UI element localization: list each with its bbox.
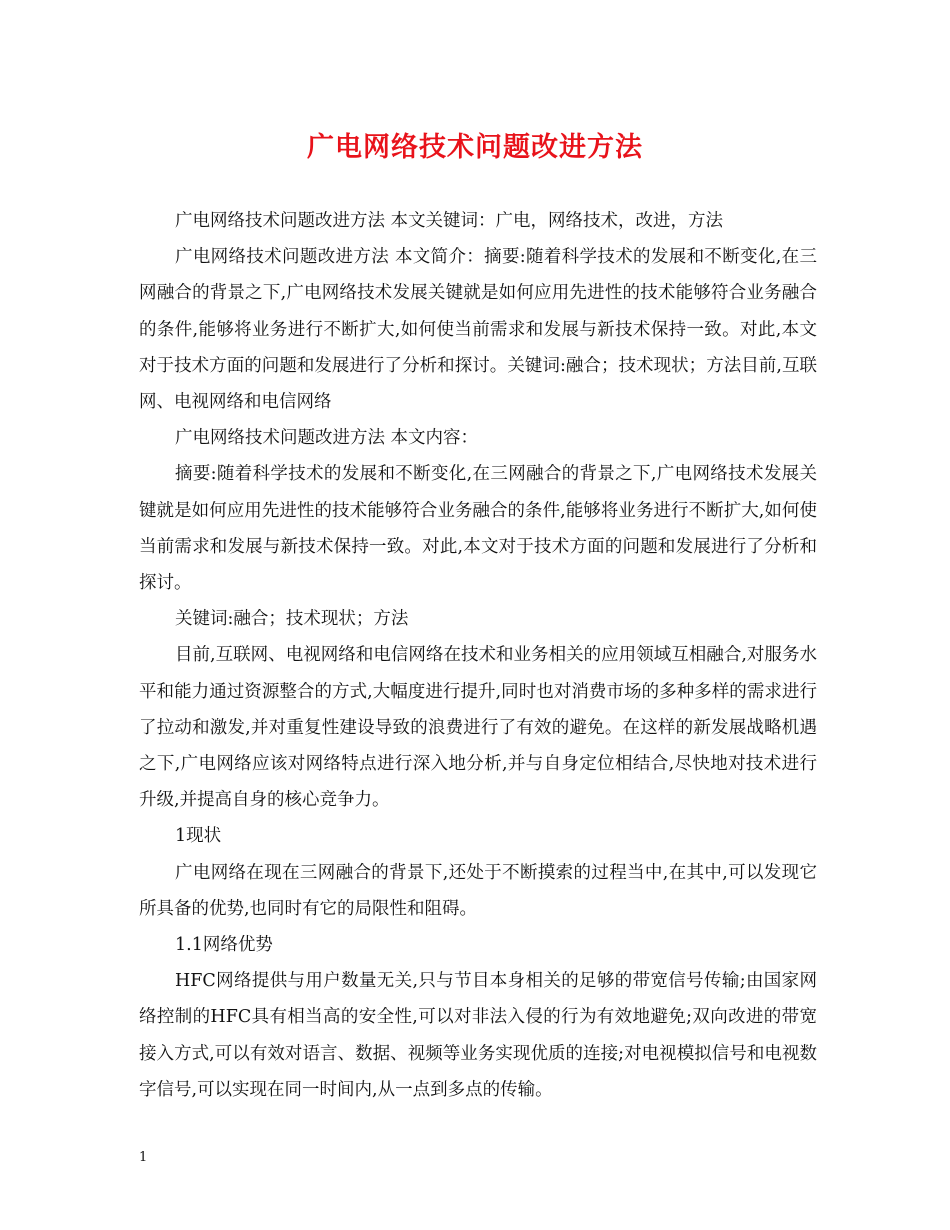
subsection-heading-network-advantages: 1.1网络优势 [175,935,273,956]
document-body [139,203,817,1108]
paragraph-keywords: 关键词:融合；技术现状；方法 [175,609,409,630]
paragraph-introduction: 广电网络技术问题改进方法 本文简介：摘要:随着科学技术的发展和不断变化,在三网融合的背景之下,广电网络技术发展关键就是如何应用先进性的技术能够符合业务融合的条件,能够将业务进行不断扩大,如何使当前需求和发展与新技术保持一致。对此,本文对于技术方面的问题和发展进行了分析和探讨。关键词:融合；技术现状；方法目前,互联网、电视网络和电信网络 [139,247,817,413]
paragraph-network-advantages: HFC网络提供与用户数量无关,只与节目本身相关的足够的带宽信号传输;由国家网络控制的HFC具有相当高的安全性,可以对非法入侵的行为有效地避免;双向改进的带宽接入方式,可以有效对语言、数据、视频等业务实现优质的连接;对电视模拟信号和电视数字信号,可以实现在同一时间内,从一点到多点的传输。 [139,971,817,1100]
paragraph-keywords-summary: 广电网络技术问题改进方法 本文关键词：广电，网络技术，改进，方法 [175,211,724,231]
paragraph-status: 广电网络在现在三网融合的背景下,还处于不断摸索的过程当中,在其中,可以发现它所具备的优势,也同时有它的局限性和阻碍。 [139,862,817,919]
document-title: 广电网络技术问题改进方法 [307,132,643,163]
paragraph-content-heading: 广电网络技术问题改进方法 本文内容： [175,428,479,449]
page-number: 1 [139,1150,148,1165]
paragraph-background: 目前,互联网、电视网络和电信网络在技术和业务相关的应用领域互相融合,对服务水平和能力通过资源整合的方式,大幅度进行提升,同时也对消费市场的多种多样的需求进行了拉动和激发,并对重复性建设导致的浪费进行了有效的避免。在这样的新发展战略机遇之下,广电网络应该对网络特点进行深入地分析,并与自身定位相结合,尽快地对技术进行升级,并提高自身的核心竞争力。 [139,645,817,811]
paragraph-abstract: 摘要:随着科学技术的发展和不断变化,在三网融合的背景之下,广电网络技术发展关键就是如何应用先进性的技术能够符合业务融合的条件,能够将业务进行不断扩大,如何使当前需求和发展与新技术保持一致。对此,本文对于技术方面的问题和发展进行了分析和探讨。 [139,464,817,594]
section-heading-status: 1现状 [175,826,222,847]
